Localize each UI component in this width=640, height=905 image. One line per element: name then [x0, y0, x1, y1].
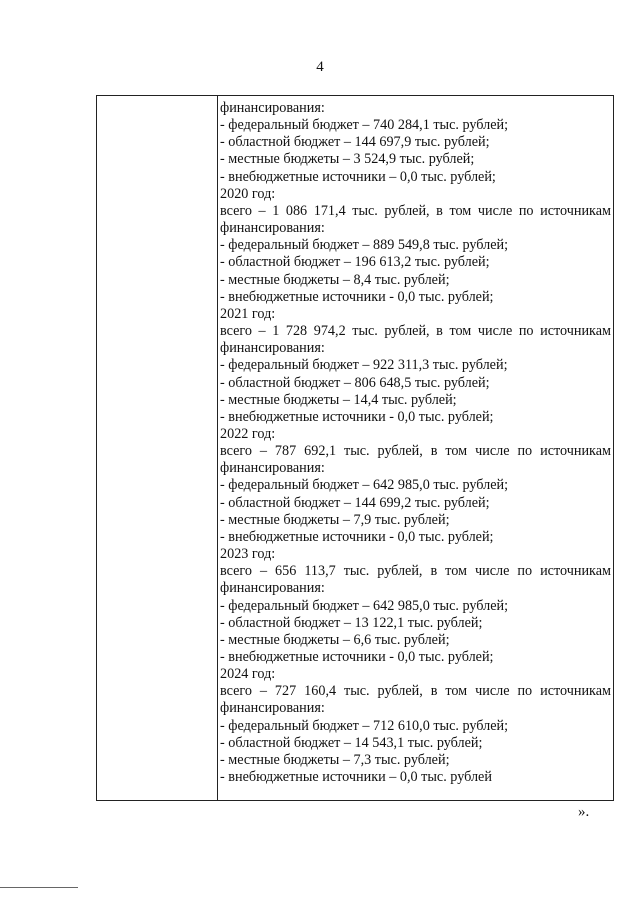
- financing-details-cell: [220, 100, 611, 786]
- text-line: 2024 год:: [220, 666, 276, 683]
- text-line: - местные бюджеты – 7,9 тыс. рублей;: [220, 511, 450, 528]
- text-line: 2021 год:: [220, 305, 276, 322]
- text-line: - федеральный бюджет – 642 985,0 тыс. рублей;: [220, 477, 509, 494]
- text-line: - федеральный бюджет – 740 284,1 тыс. рублей;: [220, 117, 509, 134]
- table-column-divider: [217, 96, 218, 800]
- closing-quote-mark: ».: [578, 804, 590, 820]
- text-line: финансирования:: [220, 220, 325, 237]
- text-line: финансирования:: [220, 460, 325, 477]
- text-line: финансирования:: [220, 700, 325, 717]
- text-line: - местные бюджеты – 8,4 тыс. рублей;: [220, 271, 450, 288]
- text-line: - внебюджетные источники - 0,0 тыс. рублей;: [220, 649, 494, 665]
- text-line: - федеральный бюджет – 642 985,0 тыс. рублей;: [220, 597, 509, 614]
- text-line: - областной бюджет – 13 122,1 тыс. рублей;: [220, 614, 483, 631]
- text-line: - областной бюджет – 806 648,5 тыс. рублей;: [220, 374, 490, 391]
- text-line: - федеральный бюджет – 712 610,0 тыс. рублей;: [220, 717, 509, 734]
- text-line: всего – 787 692,1 тыс. рублей, в том числе по источникам: [220, 443, 611, 460]
- text-line: - областной бюджет – 144 699,2 тыс. рублей;: [220, 494, 490, 511]
- text-line: - внебюджетные источники – 0,0 тыс. рублей: [220, 769, 492, 786]
- text-line: - федеральный бюджет – 922 311,3 тыс. рублей;: [220, 357, 508, 374]
- text-line: - внебюджетные источники - 0,0 тыс. рублей;: [220, 408, 494, 425]
- page-number: 4: [316, 59, 324, 75]
- text-line: - внебюджетные источники – 0,0 тыс. рублей;: [220, 168, 496, 185]
- text-line: 2022 год:: [220, 425, 276, 442]
- text-line: - федеральный бюджет – 889 549,8 тыс. рублей;: [220, 237, 509, 254]
- text-line: 2023 год:: [220, 546, 276, 563]
- text-line: - местные бюджеты – 7,3 тыс. рублей;: [220, 751, 450, 768]
- text-line: 2020 год:: [220, 185, 276, 202]
- text-line: всего – 656 113,7 тыс. рублей, в том числе по источникам: [220, 563, 611, 580]
- text-line: - внебюджетные источники - 0,0 тыс. рублей;: [220, 288, 494, 305]
- text-line: - внебюджетные источники - 0,0 тыс. рублей;: [220, 528, 494, 545]
- text-line: всего – 1 728 974,2 тыс. рублей, в том числе по источникам: [220, 323, 611, 340]
- footer-rule: [0, 887, 78, 888]
- text-line: - местные бюджеты – 6,6 тыс. рублей;: [220, 631, 450, 648]
- text-line: всего – 1 086 171,4 тыс. рублей, в том числе по источникам: [220, 202, 611, 219]
- text-line: финансирования:: [220, 580, 325, 597]
- text-line: - областной бюджет – 196 613,2 тыс. рублей;: [220, 254, 490, 271]
- text-line: всего – 727 160,4 тыс. рублей, в том числе по источникам: [220, 683, 611, 700]
- text-line: - областной бюджет – 14 543,1 тыс. рублей;: [220, 734, 483, 751]
- financing-table: [96, 95, 614, 801]
- text-line: финансирования:: [220, 100, 325, 116]
- text-line: финансирования:: [220, 340, 325, 357]
- text-line: - местные бюджеты – 3 524,9 тыс. рублей;: [220, 151, 475, 168]
- text-line: - областной бюджет – 144 697,9 тыс. рублей;: [220, 134, 490, 151]
- text-line: - местные бюджеты – 14,4 тыс. рублей;: [220, 391, 457, 408]
